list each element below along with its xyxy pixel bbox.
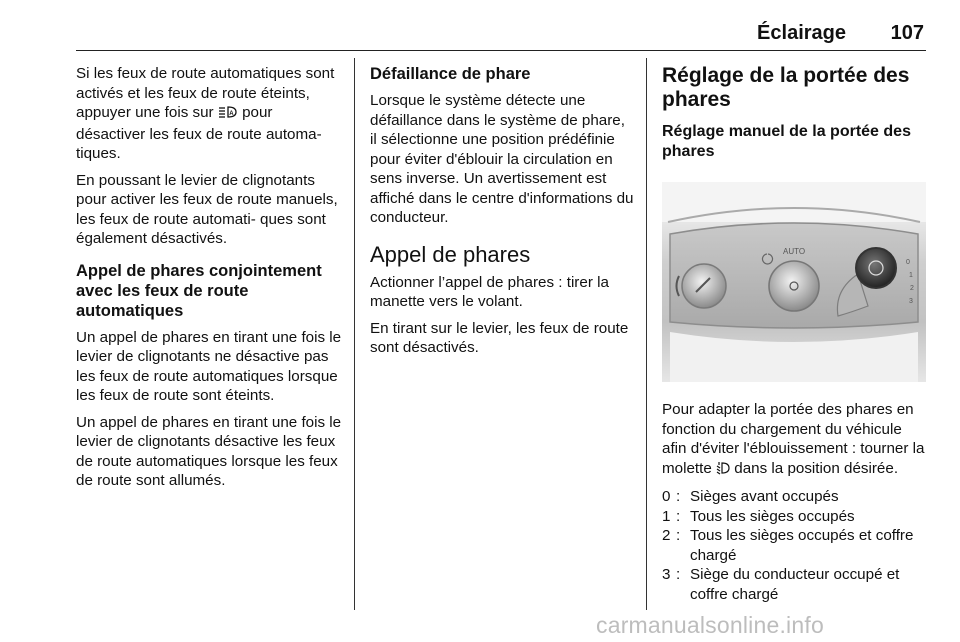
watermark-text: carmanualsonline.info	[596, 612, 824, 638]
headlight-range-dial	[856, 248, 896, 288]
column-3	[662, 64, 928, 604]
svg-text:A: A	[229, 111, 234, 117]
column-divider	[354, 58, 355, 610]
dial-number: 1	[909, 272, 913, 279]
paragraph: En tirant sur le levier, les feux de route sont désactivés.	[370, 319, 629, 356]
auto-high-beam-icon	[218, 105, 238, 125]
section-heading: Défaillance de phare	[370, 65, 531, 83]
paragraph: Un appel de phares en tirant une fois le levier de clignotants désactive les feux de route automatiques lorsque les feux de route sont allumés.	[76, 413, 342, 489]
load-position-list	[662, 487, 928, 604]
light-switch-photo	[662, 182, 926, 382]
page-number: 107	[890, 22, 924, 44]
section-title: Éclairage	[757, 22, 846, 44]
headlight-range-icon	[716, 461, 730, 481]
paragraph: Actionner l’appel de phares : tirer la manette vers le volant.	[370, 273, 609, 310]
column-1	[76, 64, 342, 498]
list-item: 3 : Siège du conducteur occupé et coffre chargé	[662, 566, 900, 603]
left-light-knob	[682, 264, 726, 308]
dial-number: 2	[910, 285, 914, 292]
paragraph: Pour adapter la portée des phares en fonction du chargement du véhicule afin d'éviter l'éblouissement : tourner la molette dans la position désirée.	[662, 400, 928, 480]
chapter-heading: Appel de phares	[370, 241, 531, 267]
paragraph: En poussant le levier de clignotants pour activer les feux de route manuels, les feux de route automati‐ ques sont également désactivés.	[76, 171, 338, 247]
dial-number: 3	[909, 298, 913, 305]
dial-number: 0	[906, 259, 910, 266]
auto-label: AUTO	[783, 247, 806, 256]
column-divider	[646, 58, 647, 610]
list-item: 1 : Tous les sièges occupés	[662, 507, 855, 525]
main-light-knob	[769, 261, 819, 311]
paragraph: Un appel de phares en tirant une fois le levier de clignotants ne désactive pas les feux de route automatiques lorsque les feux de route sont éteints.	[76, 328, 342, 404]
section-heading: Réglage manuel de la portée des phares	[662, 123, 911, 160]
list-item: 2 : Tous les sièges occupés et coffre chargé	[662, 527, 914, 564]
paragraph: Lorsque le système détecte une défaillance dans le système de phare, il sélectionne une position prédéfinie pour éviter d'éblouir la circulation en sens inverse. Un avertissement est affiché dans le centre d'informations du conducteur.	[370, 92, 634, 226]
paragraph: Si les feux de route automatiques sont activés et les feux de route éteints, appuyer une fois sur A pour désactiver les feux de route automa‐ tiques.	[76, 65, 335, 162]
page-header	[76, 20, 926, 51]
chapter-heading: Réglage de la portée des phares	[662, 64, 910, 111]
column-2	[370, 64, 634, 365]
section-heading: Appel de phares conjointement avec les feux de route automatiques	[76, 261, 322, 320]
list-item: 0 : Sièges avant occupés	[662, 488, 839, 505]
